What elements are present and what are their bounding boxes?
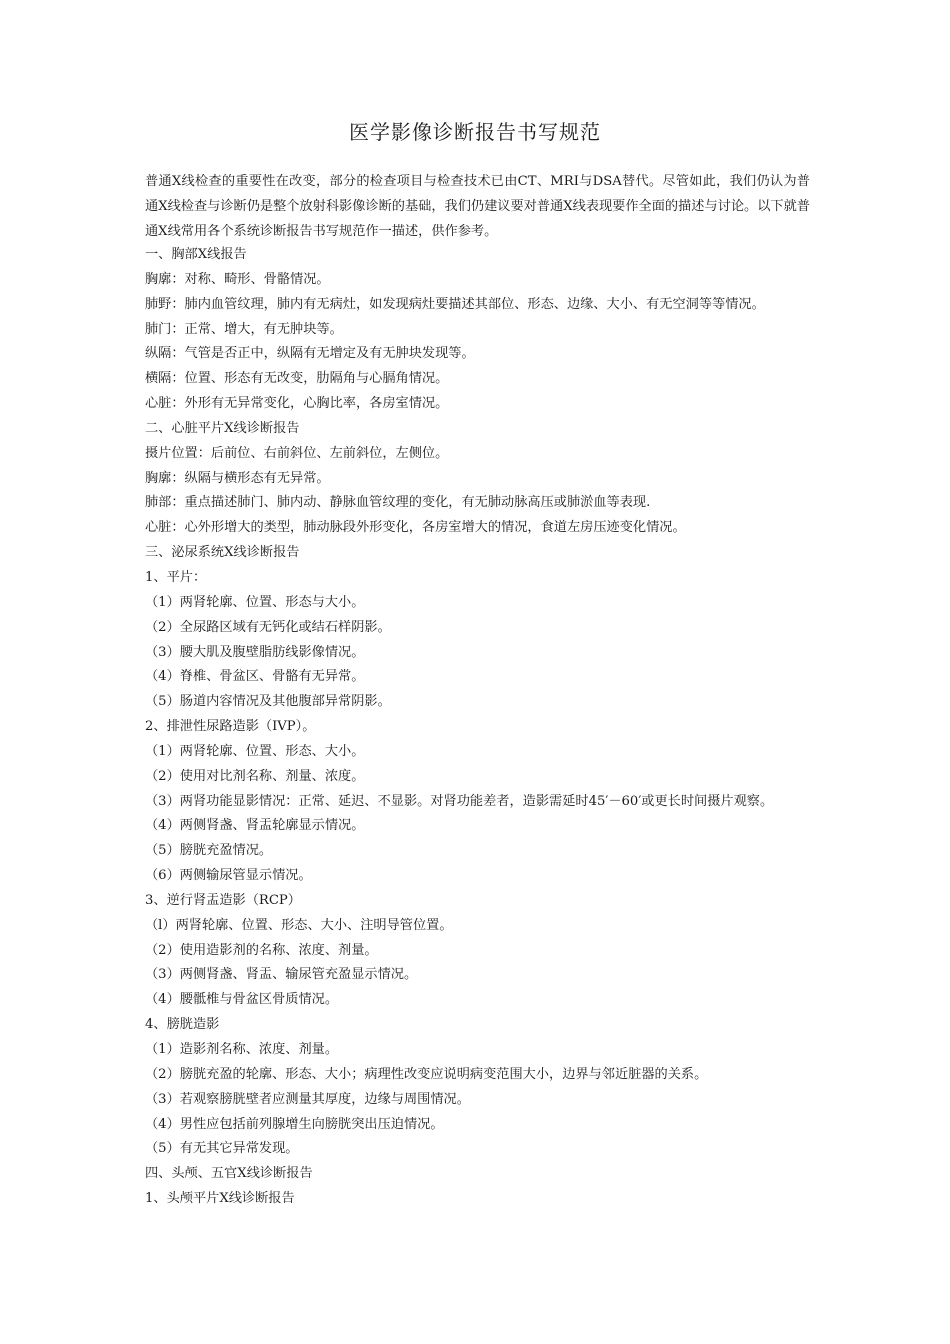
text-line: （1）两肾轮廓、位置、形态与大小。 <box>145 594 365 610</box>
text-line: （5）肠道内容情况及其他腹部异常阴影。 <box>145 694 391 710</box>
text-line: （2）全尿路区域有无钙化或结石样阴影。 <box>145 619 391 635</box>
text-line: 心脏：心外形增大的类型，肺动脉段外形变化，各房室增大的情况，食道左房压迹变化情况。 <box>145 520 686 536</box>
text-line: （5）膀胱充盈情况。 <box>145 843 273 859</box>
text-line: （1）造影剂名称、浓度、剂量。 <box>145 1042 339 1057</box>
text-line: （4）两侧肾盏、肾盂轮廓显示情况。 <box>145 818 365 834</box>
text-line: （3）若观察膀胱壁者应测量其厚度，边缘与周围情况。 <box>145 1091 470 1107</box>
text-line: （2）使用对比剂名称、剂量、浓度。 <box>145 768 365 784</box>
text-line: 四、头颅、五官X线诊断报告 <box>145 1166 313 1182</box>
text-line: 2、排泄性尿路造影（IVP）。 <box>145 719 316 735</box>
text-line: （3）腰大肌及腹壁脂肪线影像情况。 <box>145 644 365 660</box>
document-title: 医学影像诊断报告书写规范 <box>349 120 601 144</box>
text-line: 纵隔：气管是否正中，纵隔有无增定及有无肿块发现等。 <box>145 346 475 362</box>
text-line: 3、逆行肾盂造影（RCP） <box>145 892 301 908</box>
text-line: 一、胸部X线报告 <box>145 247 247 262</box>
text-line: 心脏：外形有无异常变化，心胸比率，各房室情况。 <box>145 396 449 412</box>
text-line: 摄片位置：后前位、右前斜位、左前斜位，左侧位。 <box>145 445 449 461</box>
text-line: （1）两肾轮廓、位置、形态、大小。 <box>145 743 365 759</box>
text-line: 横隔：位置、形态有无改变，肋隔角与心膈角情况。 <box>145 371 449 387</box>
text-line: （6）两侧输尿管显示情况。 <box>145 868 312 884</box>
text-line: （5）有无其它异常发现。 <box>145 1141 299 1157</box>
text-line: （2）使用造影剂的名称、浓度、剂量。 <box>145 942 378 958</box>
text-line: 胸廓：对称、畸形、骨骼情况。 <box>145 271 330 287</box>
text-line: 肺野：肺内血管纹理，肺内有无病灶，如发现病灶要描述其部位、形态、边缘、大小、有无空洞等等情况。 <box>145 296 765 312</box>
text-line: 二、心脏平片X线诊断报告 <box>145 420 300 436</box>
text-line: （l）两肾轮廓、位置、形态、大小、注明导管位置。 <box>145 917 453 933</box>
text-line: 1、平片： <box>145 569 207 585</box>
text-line: 肺门：正常、增大，有无肿块等。 <box>145 321 343 337</box>
text-line: （4）腰骶椎与骨盆区骨质情况。 <box>145 992 339 1008</box>
text-line: （2）膀胱充盈的轮廓、形态、大小；病理性改变应说明病变范围大小，边界与邻近脏器的关系。 <box>145 1066 708 1082</box>
text-line: 4、膀胱造影 <box>145 1017 220 1033</box>
text-line: 胸廓：纵隔与横形态有无异常。 <box>145 470 330 486</box>
report-lines <box>145 243 825 1212</box>
text-line: （3）两肾功能显影情况：正常、延迟、不显影。对肾功能差者，造影需延时45′－60′或更长时间摄片观察。 <box>145 793 774 809</box>
text-line: （3）两侧肾盏、肾盂、输尿管充盈显示情况。 <box>145 967 418 983</box>
text-line: 肺部：重点描述肺门、肺内动、静脉血管纹理的变化，有无肺动脉高压或肺淤血等表现. <box>145 495 651 511</box>
text-line: 1、头颅平片X线诊断报告 <box>145 1191 295 1207</box>
intro-paragraph: 普通X线检查的重要性在改变，部分的检查项目与检查技术已由CT、MRI与DSA替代。尽管如此，我们仍认为普通X线检查与诊断仍是整个放射科影像诊断的基础，我们仍建议要对普通X线表现要作全面的描述与讨论。以下就普通X线常用各个系统诊断报告书写规范作一描述，供作参考。 <box>145 174 810 239</box>
text-line: （4）男性应包括前列腺增生向膀胱突出压迫情况。 <box>145 1116 444 1132</box>
text-line: 三、泌尿系统X线诊断报告 <box>145 545 300 561</box>
text-line: （4）脊椎、骨盆区、骨骼有无异常。 <box>145 669 365 685</box>
